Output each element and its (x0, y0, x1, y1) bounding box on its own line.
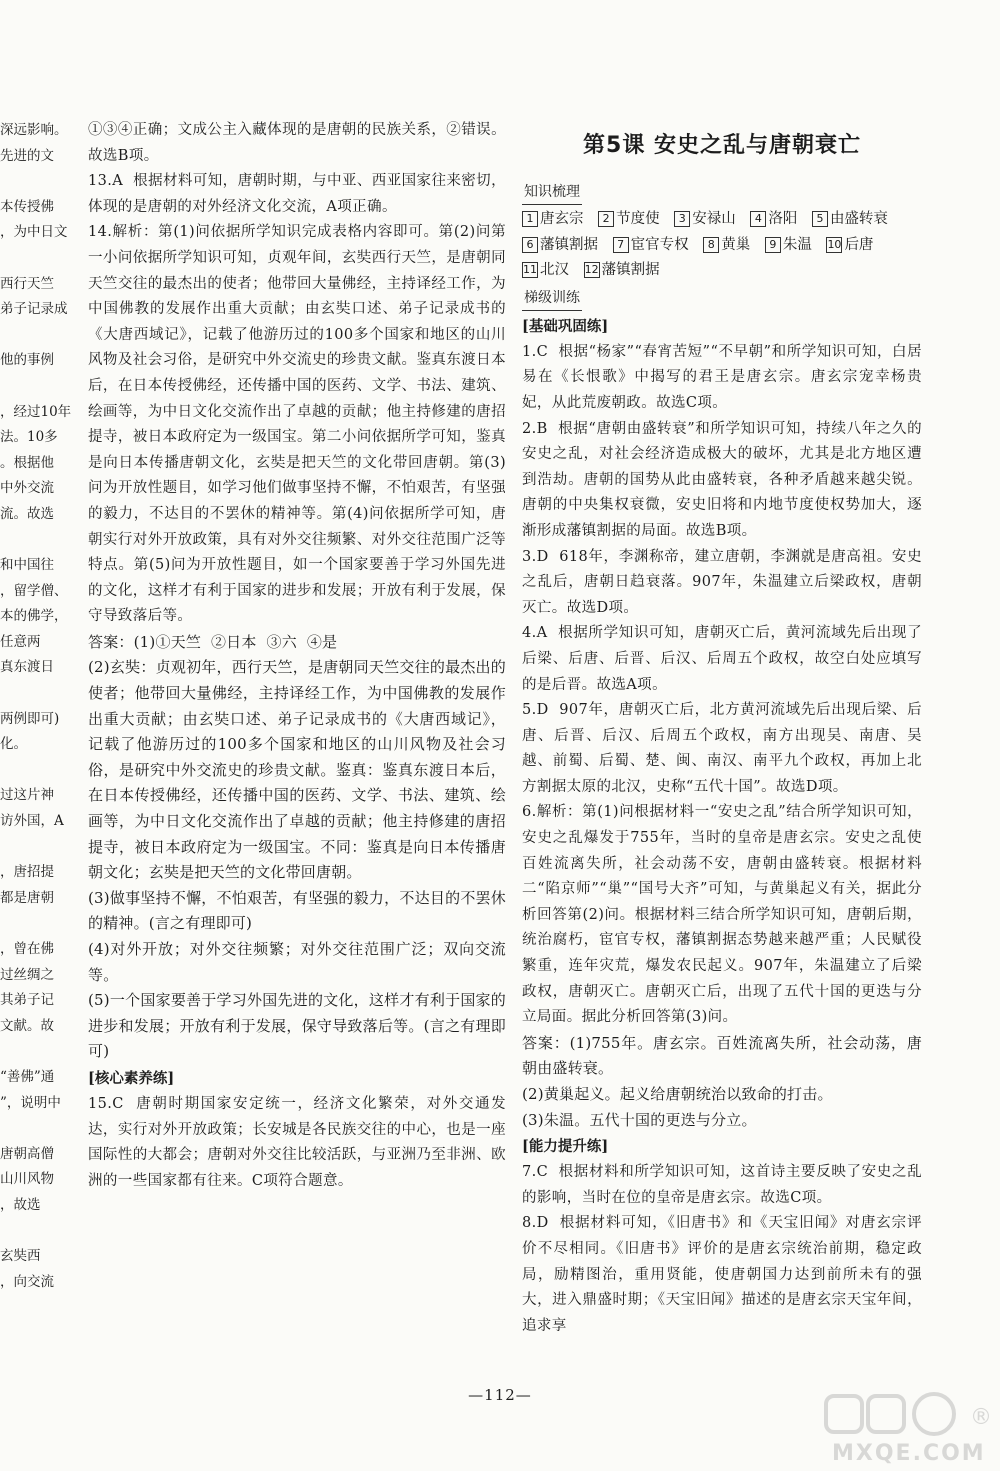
knowledge-item-text: 宦官专权 (630, 236, 689, 253)
fragment-line: 他的事例 (0, 352, 54, 369)
fragment-line: 任意两 (0, 633, 41, 650)
knowledge-item-text: 由盛转衰 (829, 211, 888, 227)
knowledge-item (812, 211, 888, 227)
fragment-line: 玄奘西 (0, 1248, 41, 1265)
question-14-answer-5: (5)一个国家要善于学习外国先进的文化，这样才有利于国家的进步和发展；开放有利于发展，保守导致落后等。(言之有理即可) (88, 991, 506, 1061)
knowledge-item-number: 6 (522, 237, 538, 253)
page-number: —112— (468, 1386, 532, 1404)
section-core-literacy: [核心素养练] (88, 1069, 175, 1087)
fragment-line: “善佛”通 (0, 1068, 55, 1085)
fragment-line (0, 528, 80, 554)
fragment-line: ，留学僧、 (0, 582, 68, 599)
knowledge-item (674, 211, 736, 227)
fragment-line: 弟子记录成 (0, 301, 68, 318)
knowledge-item-number: 9 (765, 237, 781, 253)
svg-text:MXQE.COM: MXQE.COM (832, 1441, 986, 1466)
question-3: 3.D 618年，李渊称帝，建立唐朝，李渊就是唐高祖。安史之乱后，唐朝日趋衰落。907年，朱温建立后梁政权，唐朝灭亡。故选D项。 (522, 548, 922, 616)
fragment-line: 过丝绸之 (0, 966, 54, 983)
section-ability: [能力提升练] (522, 1138, 609, 1156)
knowledge-item-text: 后唐 (844, 236, 874, 253)
knowledge-item (613, 237, 689, 253)
knowledge-list (522, 207, 922, 284)
fragment-line: 文献。故 (0, 1017, 54, 1034)
question-6-answer-2: (2)黄巢起义。起义给唐朝统治以致命的打击。 (522, 1085, 833, 1103)
paragraph-prev-answer: ①③④正确；文成公主入藏体现的是唐朝的民族关系，②错误。故选B项。 (88, 122, 506, 164)
knowledge-item-text: 节度使 (616, 211, 660, 227)
knowledge-item (522, 237, 598, 253)
fragment-line (0, 1219, 80, 1245)
question-15: 15.C 唐朝时期国家安定统一，经济文化繁荣，对外交通发达，实行对外开放政策；长安城是各民族交往的中心，也是一座国际性的大都会；唐朝对外交往比较活跃，与亚洲乃至非洲、欧洲的一些国家都有往来。C项符合题意。 (88, 1095, 506, 1189)
fragment-line: 和中国往 (0, 557, 54, 574)
fragment-line: 中外交流 (0, 480, 54, 497)
fragment-line: 先进的文 (0, 147, 54, 164)
fragment-line (0, 246, 80, 272)
watermark-logo (822, 1390, 992, 1466)
fragment-line: 流。故选 (0, 505, 54, 522)
knowledge-item-text: 藩镇割据 (601, 262, 660, 279)
knowledge-item-number: 8 (703, 237, 719, 253)
fragment-line: 法。10多 (0, 429, 58, 446)
fragment-line: 都是唐朝 (0, 889, 54, 906)
question-2: 2.B 根据“唐朝由盛转衰”和所学知识可知，持续八年之久的安史之乱，对社会经济造成极大的破坏，尤其是北方地区遭到浩劫。唐朝的国势从此由盛转衰，各种矛盾越来越尖锐。唐朝的中央集权衰微，安史旧将和内地节度使权势加大，逐渐形成藩镇割据的局面。故选B项。 (522, 420, 922, 539)
knowledge-item-number: 3 (674, 211, 690, 227)
fragment-line (0, 1116, 80, 1142)
svg-text:®: ® (970, 1405, 992, 1430)
fragment-line: 化。 (0, 736, 27, 753)
knowledge-item (703, 237, 750, 253)
knowledge-item-number: 7 (613, 237, 629, 253)
fragment-line (0, 911, 80, 937)
knowledge-item-number: 2 (598, 211, 614, 227)
fragment-line: ，故选 (0, 1196, 41, 1213)
knowledge-item-number: 4 (750, 211, 766, 227)
knowledge-item-text: 北汉 (540, 262, 569, 279)
question-7: 7.C 根据材料和所学知识可知，这首诗主要反映了安史之乱的影响，当时在位的皇帝是唐玄宗。故选C项。 (522, 1164, 922, 1206)
knowledge-item (765, 237, 812, 253)
knowledge-item (598, 211, 660, 227)
fragment-line (0, 758, 80, 784)
fragment-line: 。根据他 (0, 454, 54, 471)
fragment-line: ，唐招提 (0, 864, 54, 881)
question-1: 1.C 根据“杨家”“春宵苦短”“不早朝”和所学知识可知，白居易在《长恨歌》中揭写的君王是唐玄宗。唐玄宗宠幸杨贵妃，从此荒废朝政。故选C项。 (522, 343, 922, 411)
fragment-line: 西行天竺 (0, 275, 54, 292)
question-13: 13.A 根据材料可知，唐朝时期，与中亚、西亚国家往来密切，体现的是唐朝的对外经济文化交流，A项正确。 (88, 173, 506, 215)
question-8: 8.D 根据材料可知，《旧唐书》和《天宝旧闻》对唐玄宗评价不尽相同。《旧唐书》评价的是唐玄宗统治前期，稳定政局，励精图治，重用贤能，使唐朝国力达到前所未有的强大，进入鼎盛时期；《天宝旧闻》描述的是唐玄宗天宝年间，追求享 (522, 1215, 922, 1334)
question-14-answer-1: 答案：(1)①天竺 ②日本 ③六 ④是 (88, 632, 338, 651)
fragment-line (0, 374, 80, 400)
fragment-line: 过这片神 (0, 787, 54, 804)
fragment-line: ，经过10年 (0, 403, 72, 420)
knowledge-item-text: 朱温 (782, 236, 812, 253)
knowledge-item (522, 211, 584, 227)
left-column-fragment (0, 118, 80, 1295)
knowledge-item-text: 藩镇割据 (540, 236, 598, 253)
knowledge-item-number: 12 (584, 263, 599, 277)
fragment-line: ”，说明中 (0, 1094, 61, 1111)
knowledge-item (750, 211, 797, 227)
fragment-line: 山川风物 (0, 1171, 54, 1188)
fragment-line: 访外国，A (0, 813, 64, 830)
fragment-line: 两例即可) (0, 710, 60, 727)
knowledge-item-text: 安禄山 (692, 211, 736, 227)
lesson-title: 第5课 安史之乱与唐朝衰亡 (583, 133, 861, 158)
question-6-answer-3: (3)朱温。五代十国的更迭与分立。 (522, 1110, 757, 1129)
knowledge-item-number: 10 (827, 237, 842, 251)
fragment-line (0, 169, 80, 195)
knowledge-item-number: 1 (522, 211, 538, 227)
knowledge-item (584, 262, 660, 278)
knowledge-item (826, 237, 873, 253)
fragment-line (0, 681, 80, 707)
question-14-answer-4: (4)对外开放；对外交往频繁；对外交往范围广泛；双向交流等。 (88, 940, 506, 984)
question-6-explanation: 6.解析：第(1)问根据材料一“安史之乱”结合所学知识可知，安史之乱爆发于755年，当时的皇帝是唐玄宗。安史之乱使百姓流离失所，社会动荡不安，唐朝由盛转衰。根据材料二“陷京师”“巢”“国号大齐”可知，与黄巢起义有关，据此分析回答第(2)问。根据材料三结合所学知识可知，唐朝后期，统治腐朽，宦官专权，藩镇割据态势越来越严重；人民赋役繁重，连年灾荒，爆发农民起义。907年，朱温建立了后梁政权，唐朝灭亡。唐朝灭亡后，出现了五代十国的更迭与分立局面。据此分析回答第(3)问。 (522, 804, 922, 1026)
fragment-line: 本传授佛 (0, 198, 54, 215)
knowledge-item-text: 洛阳 (768, 211, 798, 227)
knowledge-item-number: 5 (812, 211, 828, 227)
fragment-line: 本的佛学， (0, 608, 68, 625)
question-14-answer-2: (2)玄奘：贞观初年，西行天竺，是唐朝同天竺交往的最杰出的使者；他带回大量佛经，主持译经工作，为中国佛教的发展作出重大贡献；由玄奘口述、弟子记录成书的《大唐西域记》，记载了他游历过的100多个国家和地区的山川风物及社会习俗，是研究中外交流史的珍贵文献。鉴真：鉴真东渡日本后，在日本传授佛经，还传播中国的医药、文学、书法、建筑、绘画等，为中日文化交流作出了卓越的贡献；他主持修建的唐招提寺，被日本政府定为一级国宝。不同：鉴真是向日本传播唐朝文化；玄奘是把天竺的文化带回唐朝。 (88, 658, 506, 882)
middle-column (88, 118, 506, 1194)
knowledge-item-number: 11 (523, 263, 537, 277)
fragment-line: ，曾在佛 (0, 941, 54, 957)
question-6-answer-1: 答案：(1)755年。唐玄宗。百姓流离失所，社会动荡，唐朝由盛转衰。 (522, 1033, 922, 1078)
knowledge-item (522, 262, 569, 278)
fragment-line (0, 835, 80, 861)
knowledge-item-text: 黄巢 (721, 236, 751, 253)
fragment-line (0, 323, 80, 349)
training-heading: 梯级训练 (522, 286, 582, 311)
section-basic: [基础巩固练] (522, 317, 609, 335)
knowledge-heading: 知识梳理 (522, 180, 582, 205)
question-14-explanation: 14.解析：第(1)问依据所学知识完成表格内容即可。第(2)问第一小问依据所学知识可知，贞观年间，玄奘西行天竺，是唐朝同天竺交往的最杰出的使者；他带回大量佛经，主持译经工作，为中国佛教的发展作出重大贡献；由玄奘口述、弟子记录成书的《大唐西域记》，记载了他游历过的100多个国家和地区的山川风物及社会习俗，是研究中外交流史的珍贵文献。鉴真东渡日本后，在日本传授佛经，还传播中国的医药、文学、书法、建筑、绘画等，为中日文化交流作出了卓越的贡献；他主持修建的唐招提寺，被日本政府定为一级国宝。第二小问依据所学可知，鉴真是向日本传播唐朝文化，玄奘是把天竺的文化带回唐朝。第(3)问为开放性题目，如学习他们做事坚持不懈，不怕艰苦，有坚强的毅力，不达目的不罢休的精神等。第(4)问依据所学可知，唐朝实行对外开放政策，具有对外交往频繁、对外交往范围广泛等特点。第(5)问为开放性题目，如一个国家要善于学习外国先进的文化，这样才有利于国家的进步和发展；开放有利于发展，保守导致落后等。 (88, 224, 506, 625)
fragment-line: 其弟子记 (0, 992, 54, 1009)
question-14-answer-3: (3)做事坚持不懈，不怕艰苦，有坚强的毅力，不达目的不罢休的精神。(言之有理即可) (88, 888, 506, 933)
fragment-line: 真东渡日 (0, 659, 54, 676)
fragment-line (0, 1039, 80, 1065)
fragment-line: 唐朝高僧 (0, 1145, 54, 1162)
fragment-line: ，向交流 (0, 1273, 54, 1290)
question-4: 4.A 根据所学知识可知，唐朝灭亡后，黄河流域先后出现了后梁、后唐、后晋、后汉、后周五个政权，故空白处应填写的是后晋。故选A项。 (522, 625, 922, 693)
question-5: 5.D 907年，唐朝灭亡后，北方黄河流域先后出现后梁、后唐、后晋、后汉、后周五个政权，南方出现吴、南唐、吴越、前蜀、后蜀、楚、闽、南汉、南平九个政权，再加上北方割据太原的北汉，史称“五代十国”。故选D项。 (522, 702, 922, 795)
fragment-line: 深远影响。 (0, 122, 68, 138)
fragment-line: ，为中日文 (0, 224, 68, 241)
knowledge-item-text: 唐玄宗 (540, 211, 584, 227)
right-column (522, 118, 922, 1339)
